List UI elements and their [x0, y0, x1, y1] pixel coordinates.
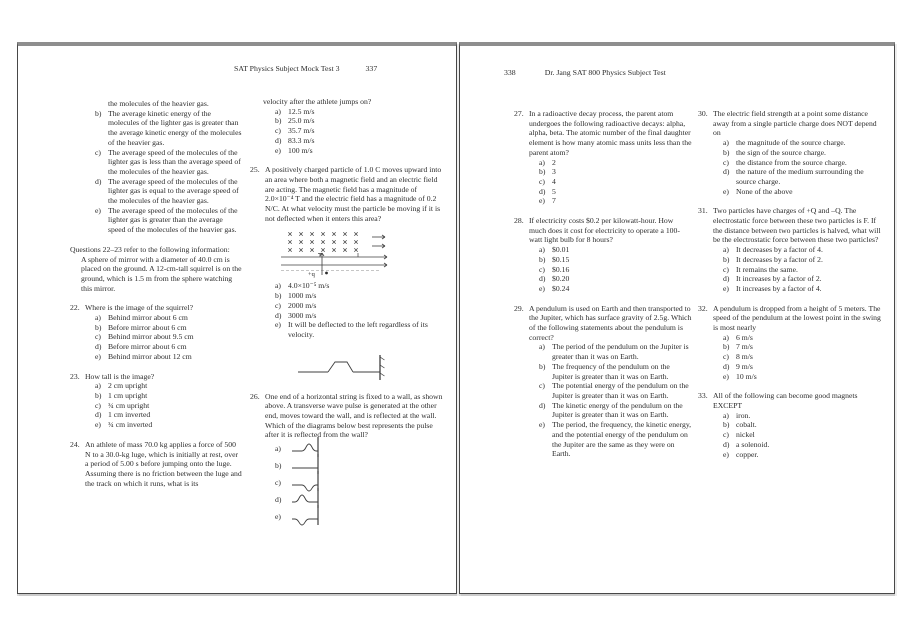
option-letter: e)	[539, 196, 545, 206]
answer-option	[514, 362, 692, 381]
page-header-title: Dr. Jang SAT 800 Physics Subject Test	[544, 68, 666, 77]
option-letter: a)	[723, 410, 729, 420]
option-letter: b)	[95, 108, 102, 118]
answer-option	[698, 362, 884, 372]
answer-option	[698, 352, 884, 362]
answer-option	[698, 187, 884, 197]
option-text: 2	[552, 157, 556, 167]
answer-option-figure	[250, 474, 446, 491]
question	[514, 109, 692, 158]
option-letter: b)	[275, 291, 282, 301]
option-letter: d)	[95, 410, 102, 420]
question-number: 29.	[514, 303, 524, 313]
answer-option	[70, 148, 242, 177]
right-page-column-1	[514, 99, 692, 459]
option-text: Behind mirror about 9.5 cm	[108, 332, 194, 342]
answer-option	[698, 342, 884, 352]
option-letter: e)	[95, 420, 101, 430]
answer-option	[514, 177, 692, 187]
option-text: Behind mirror about 12 cm	[108, 351, 192, 361]
charged-particle-field-diagram	[280, 229, 392, 277]
option-text: 4.0×10⁻⁵ m/s	[288, 281, 330, 291]
option-text: 7 m/s	[736, 342, 753, 352]
answer-option	[698, 245, 884, 255]
option-text: 100 m/s	[288, 145, 313, 155]
answer-option	[514, 187, 692, 197]
option-text: Before mirror about 6 cm	[108, 322, 187, 332]
option-text: a solenoid.	[736, 439, 770, 449]
left-page-column-2	[250, 97, 446, 525]
option-letter: d)	[723, 167, 730, 177]
answer-option	[514, 255, 692, 265]
option-text: It remains the same.	[736, 264, 798, 274]
answer-option	[250, 291, 446, 301]
continuation-text: the molecules of the heavier gas.	[108, 99, 209, 108]
option-text: the sign of the source charge.	[736, 147, 826, 157]
option-letter: e)	[95, 205, 101, 215]
option-text: iron.	[736, 410, 751, 420]
answer-option	[250, 107, 446, 117]
option-text: ¾ cm upright	[108, 400, 150, 410]
answer-option	[514, 284, 692, 294]
option-text: $0.16	[552, 264, 570, 274]
answer-option	[250, 281, 446, 291]
option-text: ¾ cm inverted	[108, 420, 153, 430]
answer-option	[514, 342, 692, 361]
option-letter: e)	[723, 371, 729, 381]
question-number: 23.	[70, 371, 80, 381]
question	[70, 372, 242, 382]
option-letter: b)	[723, 342, 730, 352]
question	[70, 303, 242, 313]
option-letter: c)	[95, 332, 101, 342]
answer-option	[698, 158, 884, 168]
option-letter: b)	[275, 460, 282, 470]
answer-option	[250, 301, 446, 311]
question-text: Where is the image of the squirrel?	[85, 303, 194, 313]
option-text: 1 cm upright	[108, 390, 148, 400]
option-text: copper.	[736, 449, 759, 459]
question-number: 28.	[514, 216, 524, 226]
question-text: Two particles have charges of +Q and –Q. The electrostatic force between these two particles is F. If the distance between two particles is halved, what will be the electrostatic force between these two particles?	[713, 206, 881, 245]
answer-option-figure	[250, 457, 446, 474]
question-text: An athlete of mass 70.0 kg applies a force of 500 N to a 30.0-kg luge, which is initially at rest, over a period of 5.00 s before jumping onto the luge. Assuming there is no friction between the luge and the track on which it runs, what is its	[85, 439, 242, 488]
option-text: 25.0 m/s	[288, 116, 315, 126]
option-text: the distance from the source charge.	[736, 157, 847, 167]
option-letter: e)	[723, 283, 729, 293]
answer-option	[698, 333, 884, 343]
answer-option	[698, 372, 884, 382]
answer-option	[514, 167, 692, 177]
option-text: The average speed of the molecules of the lighter gas is equal to the average speed of the molecules of the heavier gas.	[108, 176, 239, 206]
left-page-column-1	[70, 99, 242, 488]
option-letter: d)	[95, 176, 102, 186]
option-text: 2 cm upright	[108, 381, 148, 391]
charge-label: +q	[308, 271, 315, 279]
option-text: 7	[552, 196, 556, 206]
option-letter: e)	[539, 420, 545, 430]
option-text: 35.7 m/s	[288, 126, 315, 136]
option-letter: b)	[723, 254, 730, 264]
option-letter: a)	[723, 332, 729, 342]
option-letter: a)	[95, 381, 101, 391]
answer-option	[70, 410, 242, 420]
option-letter: d)	[275, 135, 282, 145]
option-letter: d)	[723, 439, 730, 449]
option-text: It decreases by a factor of 2.	[736, 254, 823, 264]
option-letter: e)	[539, 283, 545, 293]
option-text: nickel	[736, 430, 755, 440]
option-letter: d)	[539, 186, 546, 196]
option-letter: b)	[723, 420, 730, 430]
answer-option	[70, 420, 242, 430]
answer-option	[250, 146, 446, 156]
question-text: How tall is the image?	[85, 371, 155, 381]
right-page	[459, 42, 895, 594]
answer-option	[250, 126, 446, 136]
option-text: 9 m/s	[736, 361, 753, 371]
question-number: 25.	[250, 165, 260, 175]
option-text: 5	[552, 186, 556, 196]
answer-option	[698, 420, 884, 430]
option-letter: e)	[275, 320, 281, 330]
option-text: 12.5 m/s	[288, 106, 315, 116]
option-letter: e)	[95, 351, 101, 361]
answer-option	[514, 420, 692, 459]
option-letter: e)	[723, 186, 729, 196]
option-text: $0.24	[552, 283, 570, 293]
option-letter: c)	[723, 352, 729, 362]
option-letter: e)	[275, 511, 281, 521]
option-letter: c)	[95, 400, 101, 410]
answer-option	[698, 450, 884, 460]
answer-option	[698, 265, 884, 275]
option-letter: c)	[539, 381, 545, 391]
question-number: 30.	[698, 109, 708, 118]
question	[698, 391, 884, 410]
question-number: 31.	[698, 206, 708, 216]
answer-option	[70, 323, 242, 333]
question	[250, 165, 446, 223]
question	[698, 109, 884, 138]
answer-option	[70, 342, 242, 352]
option-letter: b)	[539, 167, 546, 177]
option-letter: e)	[275, 145, 281, 155]
continuation-text: velocity after the athlete jumps on?	[263, 97, 372, 106]
figure	[250, 352, 446, 382]
question-number: 33.	[698, 391, 708, 401]
option-letter: a)	[539, 245, 545, 255]
answer-option	[698, 138, 884, 148]
answer-option-figure	[250, 440, 446, 457]
answer-option	[698, 284, 884, 294]
info-text: A sphere of mirror with a diameter of 40.0 cm is placed on the ground. A 12-cm-tall squirrel is on the ground, which is 1.5 m from the sphere watching this mirror.	[81, 254, 242, 293]
right-page-column-2	[698, 99, 884, 459]
option-text: The average speed of the molecules of the lighter gas is less than the average speed of the molecules of the heavier gas.	[108, 147, 241, 176]
option-text: 1 cm inverted	[108, 410, 151, 420]
option-text: The average speed of the molecules of the lighter gas is greater than the average speed of the molecules of the heavier gas.	[108, 205, 238, 235]
option-letter: d)	[723, 274, 730, 284]
answer-option	[514, 274, 692, 284]
option-letter: c)	[723, 430, 729, 440]
answer-option	[514, 196, 692, 206]
option-text: 1000 m/s	[288, 291, 317, 301]
option-text: The period of the pendulum on the Jupiter is greater than it was on Earth.	[552, 342, 689, 362]
option-letter: a)	[723, 138, 729, 148]
option-letter: c)	[275, 126, 281, 136]
option-text: 3000 m/s	[288, 310, 317, 320]
question-number: 24.	[70, 439, 80, 449]
answer-option	[514, 381, 692, 400]
info-header: Questions 22–23 refer to the following information:	[70, 244, 230, 254]
option-letter: b)	[275, 116, 282, 126]
question-text: The electric field strength at a point some distance away from a single particle charge does NOT depend on	[713, 109, 877, 138]
option-text: 6 m/s	[736, 332, 753, 342]
answer-option	[698, 440, 884, 450]
option-letter: a)	[539, 342, 545, 352]
option-text: It will be deflected to the left regardless of its velocity.	[288, 320, 428, 339]
question-number: 32.	[698, 303, 708, 313]
answer-option	[514, 245, 692, 255]
answer-option	[698, 411, 884, 421]
option-text: The frequency of the pendulum on the Jupiter is greater than it was on Earth.	[552, 361, 670, 381]
option-text: 10 m/s	[736, 371, 757, 381]
option-letter: c)	[723, 264, 729, 274]
option-letter: a)	[723, 245, 729, 255]
answer-option	[70, 109, 242, 148]
option-text: $0.01	[552, 245, 570, 255]
answer-option	[250, 136, 446, 146]
option-text: It decreases by a factor of 4.	[736, 245, 823, 255]
question	[514, 216, 692, 245]
option-letter: a)	[275, 281, 281, 291]
option-letter: d)	[95, 342, 102, 352]
pulse-choice-figure-down-mid	[288, 504, 326, 528]
answer-option	[698, 274, 884, 284]
option-text: $0.15	[552, 254, 570, 264]
option-letter: b)	[95, 390, 102, 400]
page-header-title: SAT Physics Subject Mock Test 3	[234, 64, 340, 73]
question-text: A pendulum is dropped from a height of 5 meters. The speed of the pendulum at the lowest point in the swing is most nearly	[713, 303, 881, 333]
option-letter: c)	[539, 176, 545, 186]
option-text: cobalt.	[736, 420, 757, 430]
question-text: All of the following can become good magnets EXCEPT	[713, 391, 858, 410]
option-letter: e)	[723, 449, 729, 459]
answer-option	[70, 177, 242, 206]
answer-figures	[250, 440, 446, 525]
option-text: Behind mirror about 6 cm	[108, 313, 188, 323]
option-letter: d)	[275, 310, 282, 320]
option-text: Before mirror about 6 cm	[108, 342, 187, 352]
question-text: A pendulum is used on Earth and then transported to the Jupiter, which has surface gravity of 2.5g. Which of the following statements about the pendulum is correct?	[529, 303, 692, 342]
question	[514, 304, 692, 343]
option-letter: b)	[723, 147, 730, 157]
option-text: It increases by a factor of 2.	[736, 274, 822, 284]
option-letter: a)	[95, 313, 101, 323]
answer-option	[698, 167, 884, 186]
left-page-header	[234, 64, 377, 74]
option-letter: d)	[539, 274, 546, 284]
option-letter: b)	[539, 254, 546, 264]
option-letter: c)	[275, 300, 281, 310]
answer-option	[70, 313, 242, 323]
answer-option-figure	[250, 491, 446, 508]
option-letter: c)	[95, 147, 101, 157]
question-number: 27.	[514, 109, 524, 118]
string-fixed-to-wall-diagram	[296, 352, 396, 382]
option-text: the magnitude of the source charge.	[736, 138, 846, 148]
option-text: It increases by a factor of 4.	[736, 283, 822, 293]
option-letter: a)	[275, 443, 281, 453]
question	[250, 392, 446, 441]
answer-option	[250, 311, 446, 321]
answer-option	[70, 401, 242, 411]
option-text: 4	[552, 176, 556, 186]
answer-option	[70, 352, 242, 362]
question-text: If electricity costs $0.2 per kilowatt-hour. How much does it cost for electricity to operate a 100-watt light bulb for 8 hours?	[529, 216, 680, 245]
question	[698, 304, 884, 333]
option-text: None of the above	[736, 186, 793, 196]
option-text: The kinetic energy of the pendulum on the Jupiter is greater than it was on Earth.	[552, 400, 683, 420]
question-text: A positively charged particle of 1.0 C moves upward into an area where both a magnetic field and an electric field are acting. The magnetic field has a magnitude of 2.0×10⁻⁴ T and the electric field has a magnitude of 0.2 N/C. At what velocity must the particle be moving if it is not deflected when it enters this area?	[265, 165, 442, 223]
answer-option	[250, 116, 446, 126]
question-number: 22.	[70, 303, 80, 313]
option-text: The period, the frequency, the kinetic energy, and the potential energy of the pendulum on the Jupiter are the same as they were on Earth.	[552, 420, 692, 459]
option-letter: c)	[539, 264, 545, 274]
answer-option	[698, 255, 884, 265]
option-text: the nature of the medium surrounding the source charge.	[736, 167, 864, 186]
answer-option-figure	[250, 508, 446, 525]
option-text: $0.20	[552, 274, 570, 284]
answer-option	[70, 206, 242, 235]
answer-option	[698, 148, 884, 158]
option-letter: b)	[95, 322, 102, 332]
figure	[250, 229, 446, 277]
right-page-header	[504, 68, 666, 78]
page-number: 337	[365, 64, 378, 73]
option-letter: d)	[275, 494, 282, 504]
answer-option	[70, 381, 242, 391]
answer-option	[70, 332, 242, 342]
option-letter: a)	[275, 106, 281, 116]
left-page	[17, 42, 457, 594]
option-letter: c)	[723, 157, 729, 167]
question-text: In a radioactive decay process, the parent atom undergoes the following radioactive decays: alpha, alpha, beta. The atomic number of the final daughter element is how many atomic mass units less than the parent atom?	[529, 109, 692, 157]
page-number: 338	[504, 68, 516, 77]
question-number: 26.	[250, 391, 260, 401]
question	[698, 206, 884, 245]
answer-option	[514, 158, 692, 168]
option-text: 83.3 m/s	[288, 135, 315, 145]
option-text: 2000 m/s	[288, 300, 317, 310]
option-text: 8 m/s	[736, 352, 753, 362]
option-letter: a)	[539, 157, 545, 167]
option-letter: b)	[539, 361, 546, 371]
answer-option	[514, 265, 692, 275]
option-letter: c)	[275, 477, 281, 487]
option-text: The average kinetic energy of the molecules of the lighter gas is greater than the average kinetic energy of the molecules of the heavier gas.	[108, 108, 242, 147]
option-text: The potential energy of the pendulum on the Jupiter is greater than it was on Earth.	[552, 381, 689, 400]
answer-option	[698, 430, 884, 440]
option-letter: d)	[539, 400, 546, 410]
question-text: One end of a horizontal string is fixed to a wall, as shown above. A transverse wave pulse is generated at the other end, moves toward the wall, and is reflected at the wall. Which of the diagrams below best represents the pulse after it is reflected from the wall?	[265, 391, 443, 440]
option-text: 3	[552, 167, 556, 177]
option-letter: d)	[723, 361, 730, 371]
answer-option	[514, 401, 692, 420]
answer-option	[250, 320, 446, 339]
answer-option	[70, 391, 242, 401]
question	[70, 440, 242, 489]
